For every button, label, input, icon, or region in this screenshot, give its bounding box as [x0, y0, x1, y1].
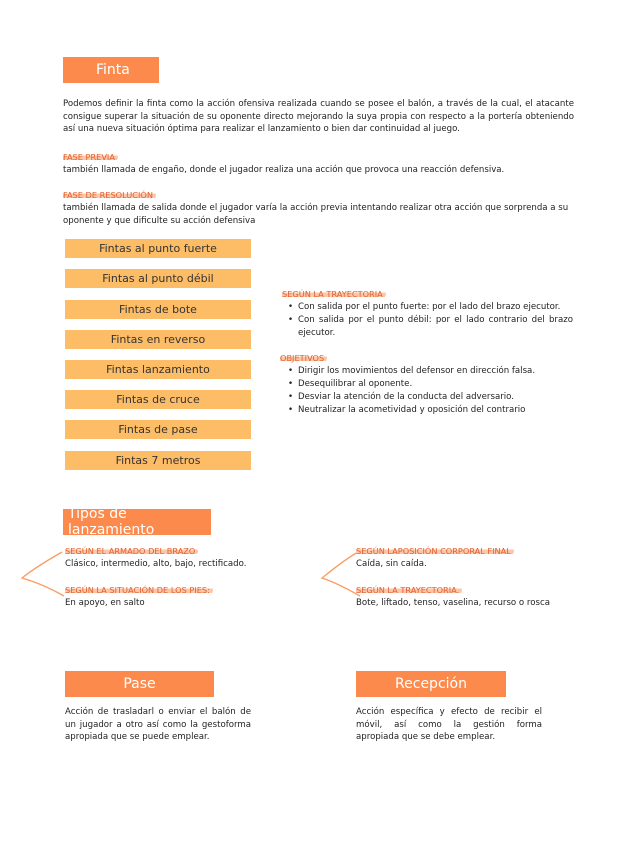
finta-title-text: Finta [96, 62, 130, 78]
finta-type-punto-fuerte[interactable]: Fintas al punto fuerte [65, 239, 251, 258]
posicion-text: Caída, sin caída. [356, 559, 427, 569]
list-item: • Con salida por el punto fuerte: por el lado del brazo ejecutor. [286, 301, 573, 314]
finta-type-cruce[interactable]: Fintas de cruce [65, 390, 251, 409]
armado-text: Clásico, intermedio, alto, bajo, rectificado. [65, 559, 247, 569]
armado-label: SEGÚN EL ARMADO DEL BRAZO [65, 546, 198, 557]
finta-type-bote[interactable]: Fintas de bote [65, 300, 251, 319]
finta-trayectoria-label: SEGÚN LA TRAYECTORIA [282, 289, 386, 300]
lanzamiento-title-text: Tipos de lanzamiento [68, 506, 155, 538]
pies-label: SEGÚN LA SITUACIÓN DE LOS PIES: [65, 585, 213, 596]
lanzamiento-trayectoria-label: SEGÚN LA TRAYECTORIA. [356, 585, 462, 596]
pase-title [65, 671, 214, 697]
finta-type-lanzamiento[interactable]: Fintas lanzamiento [65, 360, 251, 379]
finta-type-pase[interactable]: Fintas de pase [65, 420, 251, 439]
recepcion-text: Acción específica y efecto de recibir el móvil, así como la gestión forma apropiada que se debe emplear. [356, 707, 542, 743]
objetivos-list [286, 365, 573, 417]
fase-previa-text: también llamada de engaño, donde el jugador realiza una acción que provoca una reacción defensiva. [63, 165, 505, 175]
finta-title [63, 57, 159, 83]
fase-resolucion-text: también llamada de salida donde el jugador varía la acción previa intentando realizar otra acción que sorprenda a su oponente y que dificulte su acción defensiva [63, 203, 569, 226]
lanzamiento-trayectoria-text: Bote, liftado, tenso, vaselina, recurso o rosca [356, 598, 550, 608]
list-item: • Con salida por el punto débil: por el lado contrario del brazo ejecutor. [286, 314, 573, 340]
objetivos-label: OBJETIVOS [280, 353, 327, 364]
list-item: • Desequilibrar al oponente. [286, 378, 573, 391]
recepcion-title [356, 671, 506, 697]
pies-text: En apoyo, en salto [65, 598, 145, 608]
recepcion-title-text: Recepción [395, 676, 467, 692]
finta-type-7-metros[interactable]: Fintas 7 metros [65, 451, 251, 470]
finta-type-reverso[interactable]: Fintas en reverso [65, 330, 251, 349]
pase-title-text: Pase [123, 676, 156, 692]
list-item: • Neutralizar la acometividad y oposición del contrario [286, 404, 573, 417]
finta-type-punto-debil[interactable]: Fintas al punto débil [65, 269, 251, 288]
lanzamiento-title [63, 506, 211, 538]
posicion-label: SEGÚN LAPOSICIÓN CORPORAL FINAL [356, 546, 514, 557]
fase-resolucion-label: FASE DE RESOLUCIÓN [63, 190, 156, 201]
finta-intro: Podemos definir la finta como la acción ofensiva realizada cuando se posee el balón, a través de la cual, el atacante consigue superar la situación de su oponente directo mejorando la suya propia con respecto a la portería obteniendo así una nueva situación óptima para realizar el lanzamiento o bien dar continuidad al juego. [63, 99, 574, 135]
finta-trayectoria-list [286, 301, 573, 340]
list-item: • Dirigir los movimientos del defensor en dirección falsa. [286, 365, 573, 378]
pase-text: Acción de trasladarl o enviar el balón de un jugador a otro así como la gestoforma apropiada que se puede emplear. [65, 707, 251, 743]
fase-previa-label: FASE PREVIA [63, 152, 118, 163]
list-item: • Desviar la atención de la conducta del adversario. [286, 391, 573, 404]
